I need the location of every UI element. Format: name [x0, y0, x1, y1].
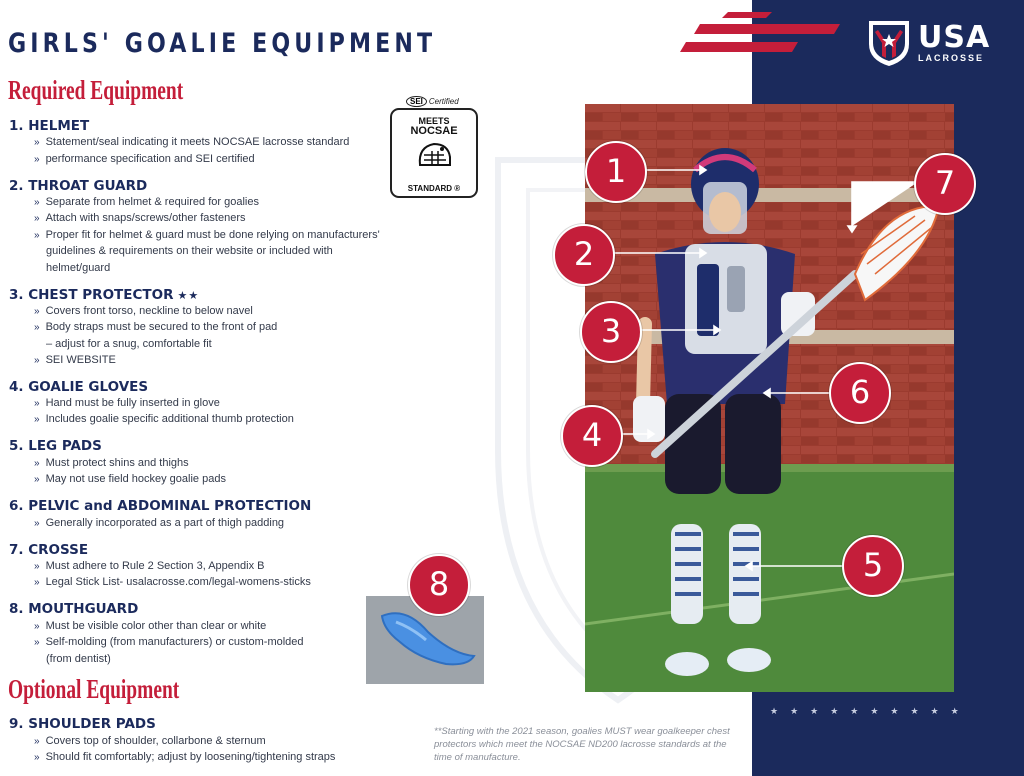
sei-certified-label [406, 96, 459, 107]
nocsae-seal [390, 108, 478, 198]
list-item: » Includes goalie specific additional thumb protection [34, 413, 294, 425]
logo-usa-text: USA [918, 20, 991, 55]
list-item: » Proper fit for helmet & guard must be done relying on manufacturers' [34, 229, 380, 241]
item-mouthguard-title: 8. MOUTHGUARD [9, 601, 139, 617]
item-goalie-gloves-title: 4. GOALIE GLOVES [9, 379, 149, 395]
list-item: » Must protect shins and thighs [34, 457, 189, 469]
callout-badge-3: 3 [580, 301, 642, 363]
seal-standard-text: STANDARD ® [407, 184, 461, 193]
callout-badge-7: 7 [914, 153, 976, 215]
red-stripes-decoration [680, 10, 850, 62]
item-shoulder-pads-title: 9. SHOULDER PADS [9, 716, 156, 732]
callout-badge-2: 2 [553, 224, 615, 286]
seal-meets-text: MEETS [418, 116, 450, 126]
item-helmet-title: 1. HELMET [9, 118, 90, 134]
list-item: » Separate from helmet & required for goalies [34, 196, 259, 208]
list-item: » Self-molding (from manufacturers) or custom-molded [34, 636, 304, 648]
callout-badge-8: 8 [408, 554, 470, 616]
helmet-icon [414, 139, 454, 173]
list-item: » Body straps must be secured to the front of pad [34, 321, 278, 333]
list-item-continuation: (from dentist) [46, 653, 111, 665]
footnote: **Starting with the 2021 season, goalies MUST wear goalkeeper chest protectors which meet the NOCSAE ND200 lacrosse standards at the time of manufacture. [434, 726, 730, 763]
list-item: » performance specification and SEI certified [34, 153, 255, 165]
list-item: » Must adhere to Rule 2 Section 3, Appendix B [34, 560, 265, 572]
list-item: » Attach with snaps/screws/other fasteners [34, 212, 246, 224]
list-item-continuation: – adjust for a snug, comfortable fit [46, 338, 212, 350]
seal-nocsae-text: NOCSAE [410, 125, 458, 137]
callout-badge-4: 4 [561, 405, 623, 467]
required-equipment-heading: Required Equipment [8, 75, 184, 105]
item-chest-protector-title: 3. CHEST PROTECTOR ★★ [9, 287, 200, 303]
list-item: » Covers top of shoulder, collarbone & sternum [34, 735, 266, 747]
list-item: » Should fit comfortably; adjust by loosening/tightening straps [34, 751, 336, 763]
list-item: » Hand must be fully inserted in glove [34, 397, 220, 409]
page-title: GIRLS' GOALIE EQUIPMENT [8, 28, 437, 59]
sei-website-link[interactable]: » SEI WEBSITE [34, 354, 116, 366]
callout-badge-5: 5 [842, 535, 904, 597]
sei-logo-text: SEI [406, 96, 427, 107]
list-item: » Statement/seal indicating it meets NOCSAE lacrosse standard [34, 136, 350, 148]
optional-equipment-heading: Optional Equipment [8, 674, 180, 704]
star-icon: ★★ [177, 289, 200, 302]
usa-lacrosse-logo [866, 18, 990, 68]
goalie-photo [585, 104, 954, 692]
star-row-decoration: ★★★★★★★★★★ [770, 706, 971, 716]
list-item-continuation: helmet/guard [46, 262, 111, 274]
list-item: » Must be visible color other than clear or white [34, 620, 267, 632]
shield-logo-icon [866, 18, 912, 68]
list-item-continuation: guidelines & requirements on their website or included with [46, 245, 333, 257]
logo-lacrosse-text: LACROSSE [918, 53, 985, 63]
item-leg-pads-title: 5. LEG PADS [9, 438, 102, 454]
item-crosse-title: 7. CROSSE [9, 542, 89, 558]
callout-badge-6: 6 [829, 362, 891, 424]
list-item: » May not use field hockey goalie pads [34, 473, 226, 485]
list-item: » Covers front torso, neckline to below navel [34, 305, 253, 317]
callout-badge-1: 1 [585, 141, 647, 203]
item-throat-guard-title: 2. THROAT GUARD [9, 178, 148, 194]
item-pelvic-protection-title: 6. PELVIC and ABDOMINAL PROTECTION [9, 498, 312, 514]
sei-certified-text: Certified [428, 97, 459, 106]
list-item: » Generally incorporated as a part of thigh padding [34, 517, 285, 529]
legal-stick-list-link[interactable]: » Legal Stick List- usalacrosse.com/legal-womens-sticks [34, 576, 311, 588]
